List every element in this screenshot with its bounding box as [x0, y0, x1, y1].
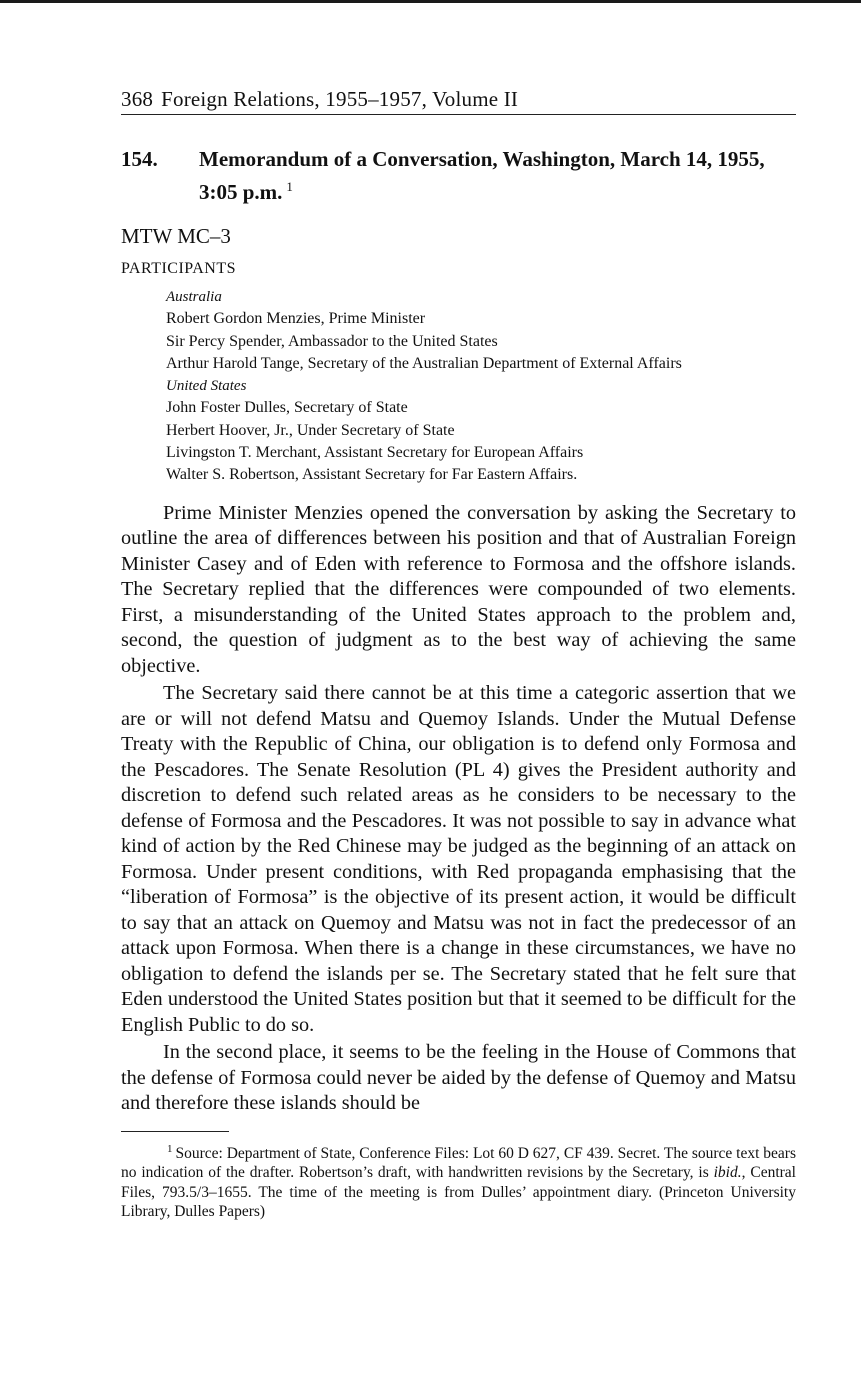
document-heading [121, 145, 796, 206]
volume-title: Foreign Relations, 1955–1957, Volume II [161, 87, 519, 111]
footnote [121, 1140, 796, 1222]
document-page [121, 86, 796, 1222]
participant: Sir Percy Spender, Ambassador to the United States [166, 332, 498, 350]
participants-list [166, 286, 796, 487]
participant-group-australia: Australia [166, 289, 222, 305]
participant: Walter S. Robertson, Assistant Secretary for Far Eastern Affairs. [166, 466, 578, 484]
participant: Herbert Hoover, Jr., Under Secretary of State [166, 421, 455, 439]
footnote-reference: 1 [286, 179, 293, 194]
body-paragraph: In the second place, it seems to be the feeling in the House of Commons that the defense of Formosa could never be aided by the defense of Quemoy and Matsu and therefore these islands should be [121, 1041, 796, 1115]
body-paragraph: The Secretary said there cannot be at this time a categoric assertion that we are or will not defend Matsu and Quemoy Islands. Under the Mutual Defense Treaty with the Republic of China, our obligation is to defend only Formosa and the Pescadores. The Senate Resolution (PL 4) gives the President authority and discretion to defend such related areas as he considers to be necessary to the defense of Formosa and the Pescadores. It was not possible to say in advance what kind of action by the Red Chinese may be judged as the beginning of an attack on Formosa. Under present conditions, with Red propaganda emphasising that the “liberation of Formosa” is the objective of its present action, it would be difficult to say that an attack on Quemoy and Matsu was not in fact the predecessor of an attack upon Formosa. When there is a change in these circumstances, we have no obligation to defend the islands per se. The Secretary stated that he felt sure that Eden understood the United States position but that it seemed to be difficult for the English Public to do so. [121, 682, 796, 1036]
page-number: 368 [121, 87, 154, 111]
footnote-ibid: ibid. [713, 1164, 742, 1182]
document-code: MTW MC–3 [121, 224, 231, 248]
footnote-separator [121, 1131, 229, 1132]
participant: Livingston T. Merchant, Assistant Secretary for European Affairs [166, 444, 584, 462]
participant: Robert Gordon Menzies, Prime Minister [166, 310, 426, 328]
participants-label: PARTICIPANTS [121, 260, 237, 277]
footnote-text-continued: , Central Files, 793.5/3–1655. The time of the meeting is from Dulles’ appointment diary. (Princeton University Library, Dulles Papers) [121, 1164, 796, 1221]
footnote-mark: 1 [167, 1142, 173, 1155]
running-head [121, 86, 796, 115]
participant-group-united-states: United States [166, 378, 247, 395]
participant: Arthur Harold Tange, Secretary of the Australian Department of External Affairs [166, 354, 682, 372]
document-number: 154. [121, 147, 158, 171]
top-edge-rule [0, 0, 861, 3]
footnote-text: Source: Department of State, Conference Files: Lot 60 D 627, CF 439. Secret. The source text bears no indication of the drafter. Robertson’s draft, with handwritten revisions by the Secretary, is [121, 1144, 796, 1182]
document-title-block [199, 145, 796, 206]
document-title: Memorandum of a Conversation, Washington, March 14, 1955, 3:05 p.m. [199, 147, 765, 204]
participant: John Foster Dulles, Secretary of State [166, 399, 408, 417]
body-paragraph: Prime Minister Menzies opened the conversation by asking the Secretary to outline the area of differences between his position and that of Australian Foreign Minister Casey and of Eden with reference to Formosa and the offshore islands. The Secretary replied that the differences were compounded of two elements. First, a misunderstanding of the United States approach to the problem and, second, the question of judgment as to the best way of achieving the same objective. [121, 501, 796, 677]
